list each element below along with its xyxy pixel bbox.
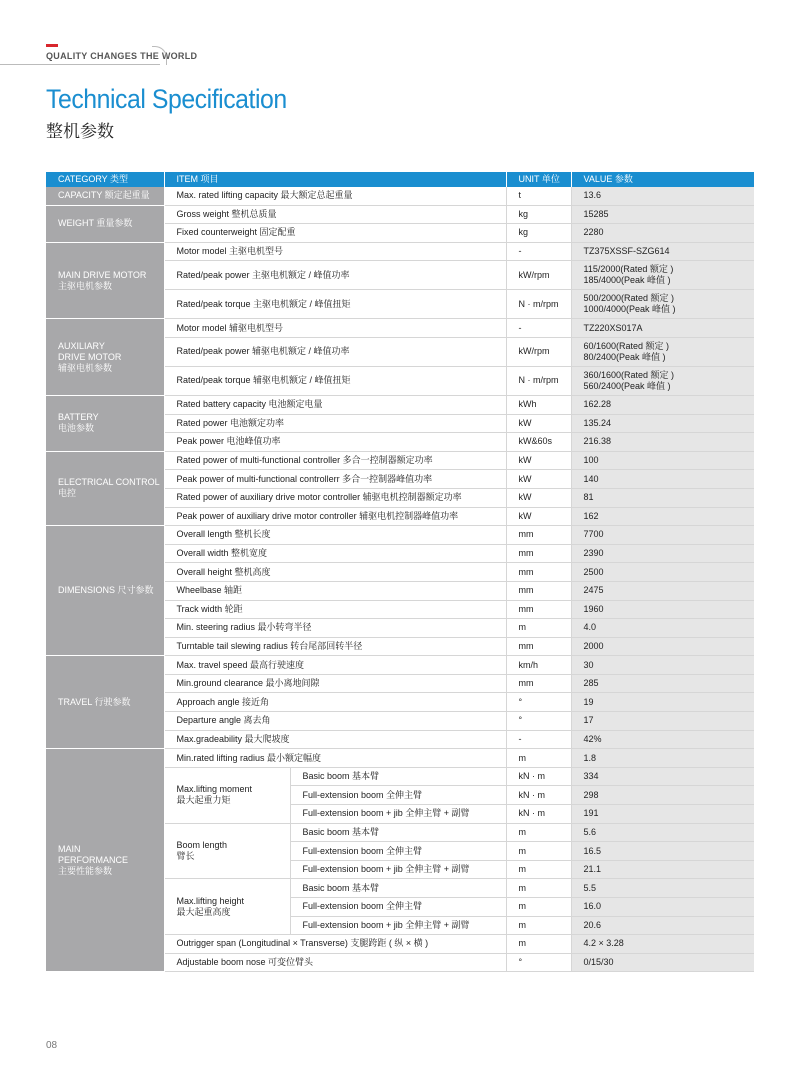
- sub-item-cell: Full-extension boom + jib 全伸主臂 + 副臂: [290, 805, 506, 824]
- unit-cell: kW&60s: [506, 433, 571, 452]
- item-group-cell: Max.lifting height 最大起重高度: [164, 879, 290, 935]
- sub-item-cell: Full-extension boom + jib 全伸主臂 + 副臂: [290, 916, 506, 935]
- unit-cell: kg: [506, 205, 571, 224]
- unit-cell: kg: [506, 224, 571, 243]
- unit-cell: °: [506, 693, 571, 712]
- value-cell: 30: [571, 656, 754, 675]
- sub-item-cell: Full-extension boom 全伸主臂: [290, 842, 506, 861]
- header-item: ITEM 项目: [164, 172, 506, 187]
- item-cell: Rated/peak torque 辅驱电机额定 / 峰值扭矩: [164, 366, 506, 395]
- item-cell: Rated battery capacity 电池额定电量: [164, 395, 506, 414]
- unit-cell: mm: [506, 526, 571, 545]
- table-row: [46, 205, 754, 224]
- value-cell: 115/2000(Rated 额定 ) 185/4000(Peak 峰值 ): [571, 261, 754, 290]
- item-cell: Fixed counterweight 固定配重: [164, 224, 506, 243]
- header-divider-curve: [152, 46, 167, 65]
- value-cell: 1.8: [571, 749, 754, 768]
- category-cell: AUXILIARY DRIVE MOTOR 辅驱电机参数: [46, 319, 164, 396]
- item-cell: Rated power of auxiliary drive motor controller 辅驱电机控制器额定功率: [164, 488, 506, 507]
- unit-cell: m: [506, 860, 571, 879]
- category-cell: BATTERY 电池参数: [46, 395, 164, 451]
- unit-cell: t: [506, 187, 571, 205]
- unit-cell: -: [506, 319, 571, 338]
- value-cell: 20.6: [571, 916, 754, 935]
- item-cell: Peak power 电池峰值功率: [164, 433, 506, 452]
- header-tagline: QUALITY CHANGES THE WORLD: [46, 51, 198, 61]
- value-cell: 334: [571, 767, 754, 786]
- item-cell: Turntable tail slewing radius 转台尾部回转半径: [164, 637, 506, 656]
- unit-cell: -: [506, 730, 571, 749]
- item-cell: Rated power of multi-functional controller 多合一控制器额定功率: [164, 451, 506, 470]
- unit-cell: N · m/rpm: [506, 290, 571, 319]
- value-cell: 285: [571, 674, 754, 693]
- unit-cell: -: [506, 242, 571, 261]
- unit-cell: kWh: [506, 395, 571, 414]
- header-divider: [0, 64, 160, 65]
- item-cell: Overall length 整机长度: [164, 526, 506, 545]
- value-cell: 15285: [571, 205, 754, 224]
- value-cell: 2390: [571, 544, 754, 563]
- category-cell: DIMENSIONS 尺寸参数: [46, 526, 164, 656]
- item-cell: Gross weight 整机总质量: [164, 205, 506, 224]
- table-row: [46, 187, 754, 205]
- item-cell: Rated/peak power 辅驱电机额定 / 峰值功率: [164, 337, 506, 366]
- header-category: CATEGORY 类型: [46, 172, 164, 187]
- unit-cell: kW: [506, 470, 571, 489]
- value-cell: 2500: [571, 563, 754, 582]
- table-row: [46, 526, 754, 545]
- sub-item-cell: Basic boom 基本臂: [290, 823, 506, 842]
- sub-item-cell: Full-extension boom + jib 全伸主臂 + 副臂: [290, 860, 506, 879]
- item-cell: Max. rated lifting capacity 最大额定总起重量: [164, 187, 506, 205]
- value-cell: 5.6: [571, 823, 754, 842]
- table-row: [46, 749, 754, 768]
- unit-cell: mm: [506, 563, 571, 582]
- unit-cell: kW: [506, 414, 571, 433]
- value-cell: 60/1600(Rated 额定 ) 80/2400(Peak 峰值 ): [571, 337, 754, 366]
- spec-table: [46, 172, 754, 972]
- value-cell: 4.2 × 3.28: [571, 935, 754, 954]
- item-cell: Motor model 辅驱电机型号: [164, 319, 506, 338]
- value-cell: 4.0: [571, 619, 754, 638]
- unit-cell: °: [506, 712, 571, 731]
- unit-cell: m: [506, 935, 571, 954]
- item-cell: Departure angle 离去角: [164, 712, 506, 731]
- sub-item-cell: Full-extension boom 全伸主臂: [290, 786, 506, 805]
- value-cell: 2280: [571, 224, 754, 243]
- value-cell: 1960: [571, 600, 754, 619]
- table-row: [46, 656, 754, 675]
- value-cell: 7700: [571, 526, 754, 545]
- value-cell: 2475: [571, 581, 754, 600]
- value-cell: 162: [571, 507, 754, 526]
- page-subtitle: 整机参数: [46, 122, 114, 141]
- unit-cell: m: [506, 879, 571, 898]
- value-cell: 298: [571, 786, 754, 805]
- item-cell: Peak power of auxiliary drive motor controller 辅驱电机控制器峰值功率: [164, 507, 506, 526]
- item-cell: Wheelbase 轴距: [164, 581, 506, 600]
- sub-item-cell: Full-extension boom 全伸主臂: [290, 898, 506, 917]
- unit-cell: kN · m: [506, 805, 571, 824]
- header-unit: UNIT 单位: [506, 172, 571, 187]
- item-group-cell: Boom length 臂长: [164, 823, 290, 879]
- value-cell: 140: [571, 470, 754, 489]
- value-cell: 191: [571, 805, 754, 824]
- unit-cell: m: [506, 823, 571, 842]
- value-cell: 135.24: [571, 414, 754, 433]
- table-header-row: [46, 172, 754, 187]
- unit-cell: m: [506, 749, 571, 768]
- unit-cell: N · m/rpm: [506, 366, 571, 395]
- unit-cell: mm: [506, 544, 571, 563]
- table-row: [46, 242, 754, 261]
- category-cell: MAIN PERFORMANCE 主要性能参数: [46, 749, 164, 972]
- unit-cell: kN · m: [506, 767, 571, 786]
- value-cell: 16.5: [571, 842, 754, 861]
- item-cell: Min. steering radius 最小转弯半径: [164, 619, 506, 638]
- category-cell: CAPACITY 额定起重量: [46, 187, 164, 205]
- item-cell: Track width 轮距: [164, 600, 506, 619]
- page-title: Technical Specification: [46, 84, 287, 114]
- category-cell: MAIN DRIVE MOTOR 主驱电机参数: [46, 242, 164, 319]
- value-cell: 19: [571, 693, 754, 712]
- category-cell: TRAVEL 行驶参数: [46, 656, 164, 749]
- unit-cell: kW/rpm: [506, 337, 571, 366]
- item-cell: Rated/peak torque 主驱电机额定 / 峰值扭矩: [164, 290, 506, 319]
- item-group-cell: Max.lifting moment 最大起重力矩: [164, 767, 290, 823]
- table-row: [46, 395, 754, 414]
- unit-cell: kW: [506, 451, 571, 470]
- item-cell: Min.ground clearance 最小离地间隙: [164, 674, 506, 693]
- unit-cell: m: [506, 619, 571, 638]
- item-cell: Max. travel speed 最高行驶速度: [164, 656, 506, 675]
- value-cell: 42%: [571, 730, 754, 749]
- value-cell: 0/15/30: [571, 953, 754, 972]
- item-cell: Rated/peak power 主驱电机额定 / 峰值功率: [164, 261, 506, 290]
- value-cell: 216.38: [571, 433, 754, 452]
- item-cell: Max.gradeability 最大爬坡度: [164, 730, 506, 749]
- item-cell: Overall height 整机高度: [164, 563, 506, 582]
- value-cell: TZ375XSSF-SZG614: [571, 242, 754, 261]
- value-cell: 21.1: [571, 860, 754, 879]
- value-cell: 100: [571, 451, 754, 470]
- unit-cell: mm: [506, 637, 571, 656]
- item-cell: Adjustable boom nose 可变位臂头: [164, 953, 506, 972]
- item-cell: Min.rated lifting radius 最小额定幅度: [164, 749, 506, 768]
- table-row: [46, 451, 754, 470]
- value-cell: TZ220XS017A: [571, 319, 754, 338]
- value-cell: 162.28: [571, 395, 754, 414]
- value-cell: 360/1600(Rated 额定 ) 560/2400(Peak 峰值 ): [571, 366, 754, 395]
- unit-cell: kW: [506, 488, 571, 507]
- sub-item-cell: Basic boom 基本臂: [290, 879, 506, 898]
- sub-item-cell: Basic boom 基本臂: [290, 767, 506, 786]
- value-cell: 5.5: [571, 879, 754, 898]
- unit-cell: kN · m: [506, 786, 571, 805]
- value-cell: 500/2000(Rated 额定 ) 1000/4000(Peak 峰值 ): [571, 290, 754, 319]
- header-value: VALUE 参数: [571, 172, 754, 187]
- item-cell: Outrigger span (Longitudinal × Transverse) 支腿跨距 ( 纵 × 横 ): [164, 935, 506, 954]
- category-cell: WEIGHT 重量参数: [46, 205, 164, 242]
- value-cell: 17: [571, 712, 754, 731]
- table-row: [46, 319, 754, 338]
- value-cell: 16.0: [571, 898, 754, 917]
- unit-cell: kW/rpm: [506, 261, 571, 290]
- page-number: 08: [46, 1040, 58, 1051]
- item-cell: Overall width 整机宽度: [164, 544, 506, 563]
- item-cell: Rated power 电池额定功率: [164, 414, 506, 433]
- value-cell: 2000: [571, 637, 754, 656]
- unit-cell: mm: [506, 581, 571, 600]
- unit-cell: °: [506, 953, 571, 972]
- unit-cell: m: [506, 842, 571, 861]
- unit-cell: mm: [506, 600, 571, 619]
- unit-cell: km/h: [506, 656, 571, 675]
- item-cell: Approach angle 接近角: [164, 693, 506, 712]
- unit-cell: mm: [506, 674, 571, 693]
- item-cell: Motor model 主驱电机型号: [164, 242, 506, 261]
- brand-red-mark: [46, 44, 58, 47]
- unit-cell: m: [506, 916, 571, 935]
- value-cell: 13.6: [571, 187, 754, 205]
- unit-cell: m: [506, 898, 571, 917]
- category-cell: ELECTRICAL CONTROL 电控: [46, 451, 164, 525]
- unit-cell: kW: [506, 507, 571, 526]
- value-cell: 81: [571, 488, 754, 507]
- item-cell: Peak power of multi-functional controllerr 多合一控制器峰值功率: [164, 470, 506, 489]
